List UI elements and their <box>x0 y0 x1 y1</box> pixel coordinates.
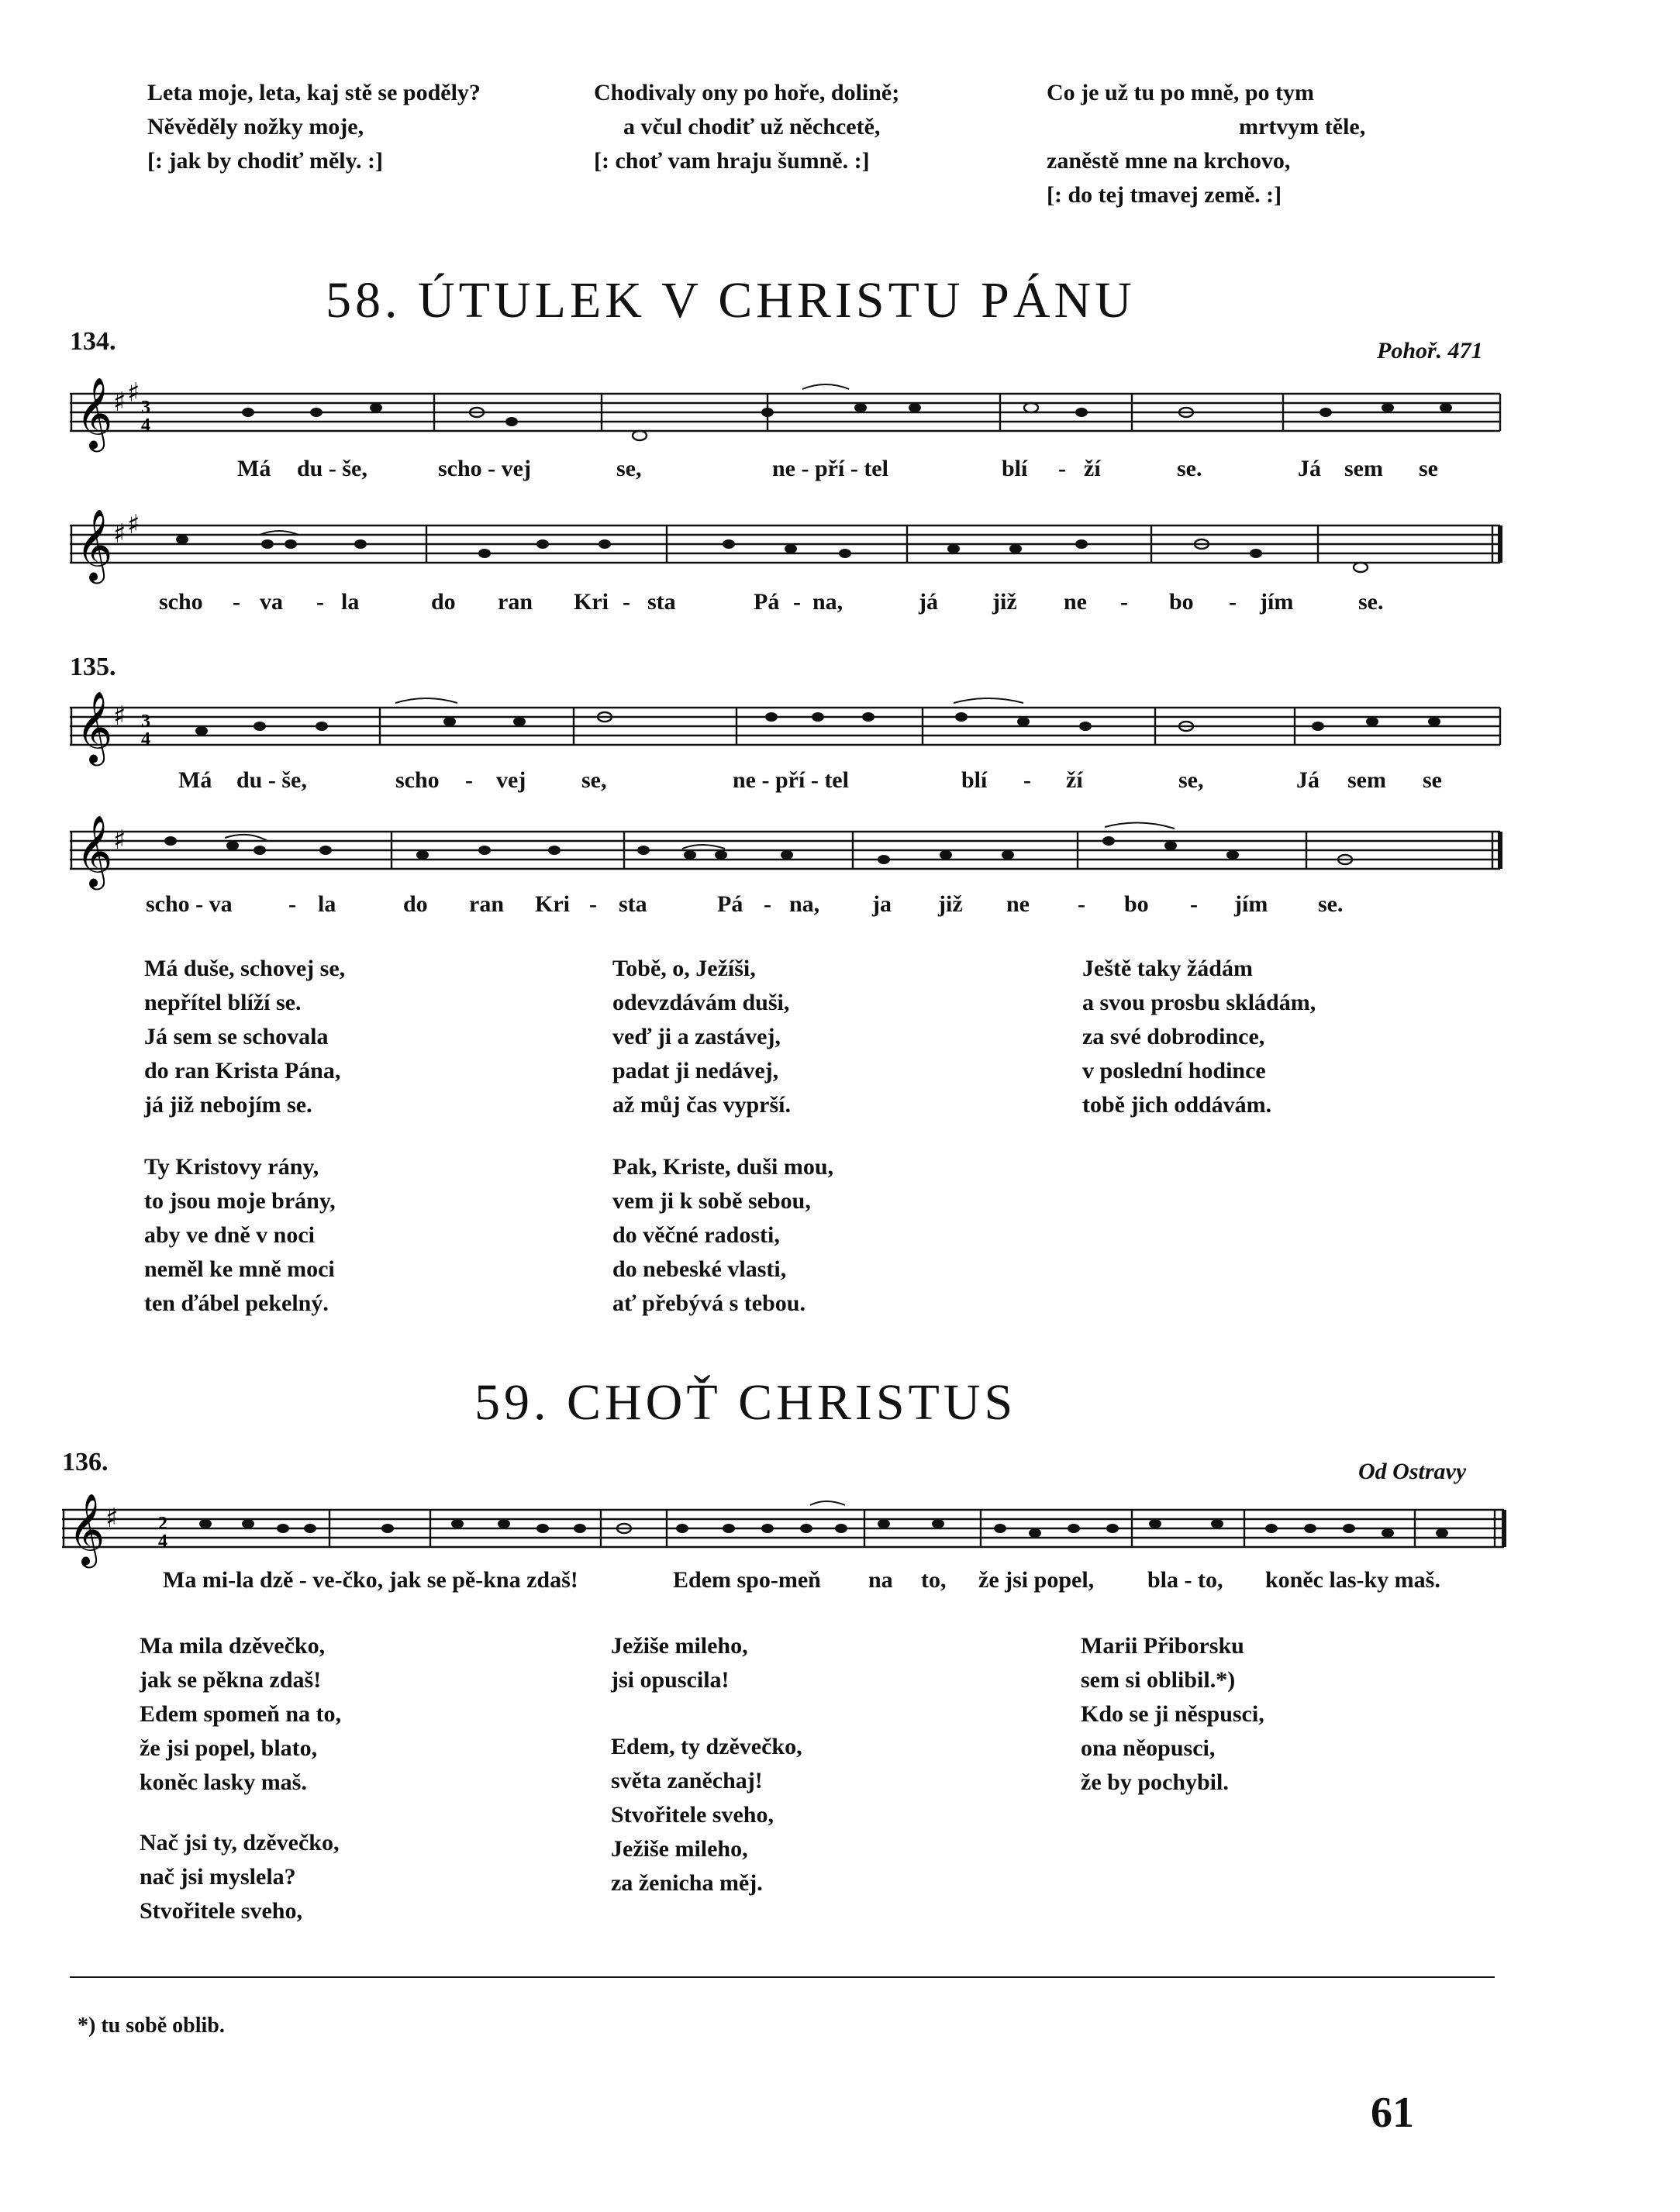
verse-line: Ještě taky žádám <box>1082 956 1253 981</box>
verse-line: to jsou moje brány, <box>144 1188 336 1214</box>
tune-136-source: Od Ostravy <box>1358 1459 1467 1484</box>
verse-line: světa zaněchaj! <box>611 1768 763 1793</box>
svg-text:♯: ♯ <box>127 509 140 540</box>
verse-line: jsi opuscila! <box>611 1667 730 1693</box>
verse-line: sem si oblibil.*) <box>1081 1667 1236 1693</box>
svg-text:2: 2 <box>158 1514 167 1534</box>
syllable: - <box>1190 891 1198 917</box>
song-58-verse-3 <box>1082 952 1316 1122</box>
verse-line: Něvěděly nožky moje, <box>147 114 364 140</box>
verse-line: Chodivaly ony po hoře, dolině; <box>594 80 900 105</box>
syllable: ne - pří - tel <box>733 767 849 793</box>
syllable: du - še, <box>297 456 367 481</box>
syllable: se. <box>1177 456 1202 481</box>
syllable: že jsi popel, <box>978 1567 1095 1593</box>
syllable: ží <box>1066 767 1083 793</box>
verse-line: Marii Přiborsku <box>1081 1633 1244 1659</box>
top-verse-2 <box>594 76 899 178</box>
syllable: - <box>1229 589 1237 615</box>
verse-line: do věčné radosti, <box>612 1222 780 1248</box>
svg-text:♯: ♯ <box>113 387 126 418</box>
svg-text:3: 3 <box>141 711 150 732</box>
verse-line: za ženicha měj. <box>611 1870 763 1896</box>
song-59-verse-1 <box>140 1629 341 1800</box>
syllable: koněc las-ky maš. <box>1265 1567 1440 1593</box>
verse-line: Kdo se ji něspusci, <box>1081 1701 1264 1727</box>
syllable: bo <box>1124 891 1149 917</box>
song-58-verse-1 <box>144 952 345 1122</box>
song-59-verse-3 <box>611 1629 748 1697</box>
svg-text:3: 3 <box>141 398 150 418</box>
syllable: ží <box>1084 456 1101 481</box>
verse-line: odevzdávám duši, <box>612 990 790 1015</box>
verse-line: do nebeské vlasti, <box>612 1256 787 1282</box>
svg-text:♯: ♯ <box>113 825 126 856</box>
verse-line: Nač jsi ty, dzěvečko, <box>140 1830 340 1855</box>
syllable: se, <box>581 767 607 793</box>
song-58-verse-5 <box>612 1150 833 1321</box>
svg-text:♯: ♯ <box>113 519 126 550</box>
tune-135-number: 135. <box>70 653 116 681</box>
syllable: - <box>764 891 771 917</box>
syllable: scho <box>395 767 440 793</box>
syllable: - <box>288 891 296 917</box>
verse-line: Stvořitele sveho, <box>611 1802 774 1828</box>
syllable: se <box>1423 767 1442 793</box>
svg-text:♯: ♯ <box>105 1503 119 1534</box>
verse-line: a svou prosbu skládám, <box>1082 990 1316 1015</box>
svg-text:𝄞: 𝄞 <box>76 508 113 581</box>
verse-line: Co je už tu po mně, po tym <box>1047 80 1314 105</box>
verse-line: Já sem se schovala <box>144 1024 329 1049</box>
syllable: do <box>431 589 456 615</box>
verse-line: Ježiše mileho, <box>611 1836 748 1862</box>
footnote-divider <box>70 1976 1495 1978</box>
top-verse-1 <box>147 76 481 178</box>
syllable: ran <box>498 589 533 615</box>
syllable: ne - pří - tel <box>772 456 888 481</box>
svg-text:𝄞: 𝄞 <box>76 815 113 887</box>
syllable: Má <box>237 456 271 481</box>
verse-line: za své dobrodince, <box>1082 1024 1265 1049</box>
staff-136 <box>62 1493 1520 1573</box>
syllable: - <box>1078 891 1085 917</box>
verse-line: [: choť vam hraju šumně. :] <box>594 148 870 174</box>
syllable: se. <box>1358 589 1384 615</box>
verse-line: [: do tej tmavej země. :] <box>1047 182 1282 208</box>
staff-134-line-1 <box>70 377 1512 457</box>
syllable: se, <box>1178 767 1204 793</box>
verse-line: tobě jich oddávám. <box>1082 1092 1272 1118</box>
syllable: ne <box>1006 891 1030 917</box>
top-verse-3 <box>1047 76 1365 212</box>
syllable: - <box>465 767 473 793</box>
verse-line: Tobě, o, Ježíši, <box>612 956 756 981</box>
verse-line: mrtvym těle, <box>1239 114 1366 140</box>
syllable: jím <box>1234 891 1268 917</box>
syllable: na, <box>789 891 820 917</box>
verse-line: jak se pěkna zdaš! <box>140 1667 322 1693</box>
syllable: se <box>1419 456 1438 481</box>
svg-text:𝄞: 𝄞 <box>76 377 113 449</box>
verse-line: nepřítel blíží se. <box>144 990 302 1015</box>
syllable: ja <box>872 891 892 917</box>
syllable: scho - vej <box>438 456 531 481</box>
verse-line: nač jsi myslela? <box>140 1864 296 1890</box>
verse-line: do ran Krista Pána, <box>144 1058 341 1084</box>
verse-line: Edem spomeň na to, <box>140 1701 342 1727</box>
syllable: na <box>868 1567 893 1593</box>
verse-line: neměl ke mně moci <box>144 1256 335 1282</box>
syllable: do <box>403 891 428 917</box>
syllable: sta <box>647 589 676 615</box>
syllable: Má <box>178 767 212 793</box>
svg-text:4: 4 <box>158 1532 167 1552</box>
syllable: - <box>1058 456 1066 481</box>
syllable: sta <box>619 891 647 917</box>
syllable: - <box>793 589 801 615</box>
verse-line: zaněstě mne na krchovo, <box>1047 148 1291 174</box>
syllable: bla - to, <box>1147 1567 1223 1593</box>
syllable: ne <box>1064 589 1087 615</box>
svg-text:♯: ♯ <box>113 701 126 732</box>
syllable: blí <box>961 767 988 793</box>
verse-line: že by pochybil. <box>1081 1769 1229 1795</box>
syllable: Já <box>1296 767 1320 793</box>
syllable: já <box>919 589 938 615</box>
syllable: na, <box>812 589 843 615</box>
verse-line: aby ve dně v noci <box>144 1222 316 1248</box>
syllable: - <box>589 891 597 917</box>
verse-line: padat ji nedávej, <box>612 1058 779 1084</box>
syllable: va <box>260 589 283 615</box>
verse-line: Stvořitele sveho, <box>140 1898 302 1924</box>
verse-line: [: jak by chodiť měly. :] <box>147 148 383 174</box>
song-58-title: 58. ÚTULEK V CHRISTU PÁNU <box>326 272 1136 329</box>
syllable: ran <box>469 891 504 917</box>
footnote: *) tu sobě oblib. <box>78 2014 225 2038</box>
song-59-title: 59. CHOŤ CHRISTUS <box>474 1374 1017 1431</box>
svg-text:4: 4 <box>141 729 150 749</box>
verse-line: vem ji k sobě sebou, <box>612 1188 811 1214</box>
verse-line: Má duše, schovej se, <box>144 956 346 981</box>
verse-line: Pak, Kriste, duši mou, <box>612 1154 834 1180</box>
syllable: Kri <box>574 589 609 615</box>
syllable: již <box>992 589 1017 615</box>
syllable: jím <box>1260 589 1294 615</box>
song-58-verse-4 <box>144 1150 336 1321</box>
tune-134-source: Pohoř. 471 <box>1377 338 1483 363</box>
syllable: - <box>1120 589 1128 615</box>
verse-line: až můj čas vyprší. <box>612 1092 791 1118</box>
syllable: bo <box>1169 589 1194 615</box>
syllable: la <box>318 891 336 917</box>
svg-text:♯: ♯ <box>127 377 140 408</box>
syllable: - <box>233 589 240 615</box>
staff-135-line-2 <box>70 815 1512 895</box>
svg-text:4: 4 <box>141 415 150 436</box>
staff-134-line-2 <box>70 508 1512 589</box>
syllable: scho - va <box>146 891 233 917</box>
song-59-verse-4 <box>611 1730 802 1900</box>
syllable: Já <box>1298 456 1321 481</box>
svg-text:𝄞: 𝄞 <box>68 1493 105 1565</box>
syllable: se. <box>1318 891 1344 917</box>
tune-134-number: 134. <box>70 327 116 356</box>
syllable: Kri <box>535 891 570 917</box>
syllable: blí <box>1002 456 1028 481</box>
verse-line: a včul chodiť už něchcetě, <box>623 114 881 140</box>
song-59-verse-5 <box>1081 1629 1264 1800</box>
verse-line: že jsi popel, blato, <box>140 1735 318 1761</box>
syllable: vej <box>496 767 526 793</box>
syllable: du - še, <box>236 767 307 793</box>
staff-135-line-1 <box>70 691 1512 771</box>
syllable: již <box>938 891 963 917</box>
verse-line: Ježiše mileho, <box>611 1633 748 1659</box>
syllable: scho <box>159 589 203 615</box>
verse-line: Ma mila dzěvečko, <box>140 1633 326 1659</box>
verse-line: ať přebývá s tebou. <box>612 1290 806 1316</box>
song-58-verse-2 <box>612 952 791 1122</box>
verse-line: Ty Kristovy rány, <box>144 1154 319 1180</box>
verse-line: Leta moje, leta, kaj stě se poděly? <box>147 80 481 105</box>
verse-line: ona něopusci, <box>1081 1735 1216 1761</box>
syllable: la <box>341 589 360 615</box>
verse-line: koněc lasky maš. <box>140 1769 307 1795</box>
verse-line: ten ďábel pekelný. <box>144 1290 329 1316</box>
verse-line: veď ji a zastávej, <box>612 1024 781 1049</box>
svg-text:𝄞: 𝄞 <box>76 691 113 763</box>
verse-line: já již nebojím se. <box>144 1092 312 1118</box>
page-number: 61 <box>1371 2089 1414 2137</box>
tune-136-number: 136. <box>62 1448 109 1476</box>
syllable: to, <box>921 1567 947 1593</box>
syllable: Pá <box>717 891 743 917</box>
syllable: - <box>316 589 324 615</box>
verse-line: v poslední hodince <box>1082 1058 1266 1084</box>
verse-line: Edem, ty dzěvečko, <box>611 1734 802 1759</box>
syllable: sem <box>1344 456 1383 481</box>
syllable: - <box>1023 767 1031 793</box>
syllable: - <box>623 589 630 615</box>
syllable: Pá <box>754 589 780 615</box>
syllable: se, <box>616 456 642 481</box>
song-59-verse-2 <box>140 1826 339 1928</box>
syllable: Edem spo-meň <box>673 1567 821 1593</box>
syllable: sem <box>1347 767 1386 793</box>
syllable: Ma mi-la dzě - ve-čko, jak se pě-kna zdaš! <box>163 1567 578 1593</box>
